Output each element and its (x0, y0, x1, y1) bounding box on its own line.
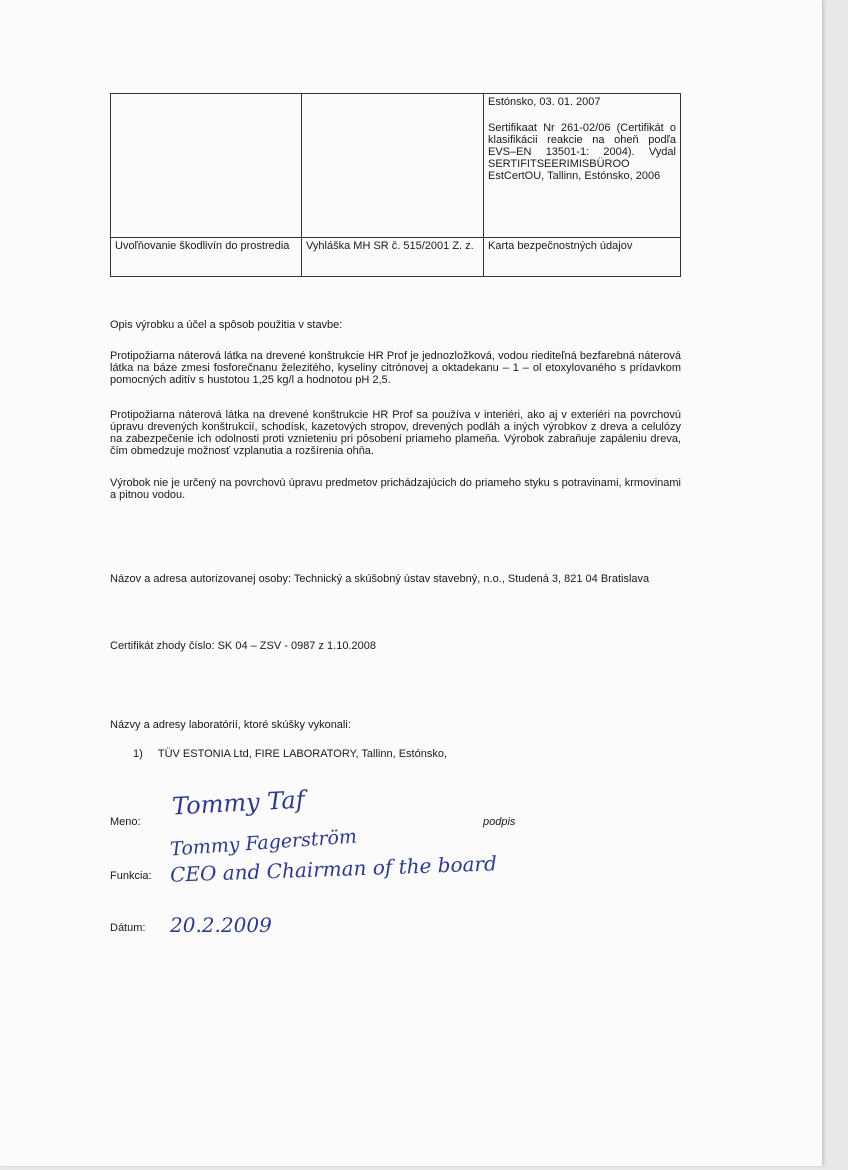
table-row (111, 94, 681, 238)
table-cell: Karta bezpečnostných údajov (484, 238, 681, 277)
handwritten-name: Tommy Fagerström (169, 825, 358, 861)
certification-table (110, 93, 681, 277)
handwritten-signature: Tommy Taf (171, 785, 306, 821)
date-label: Dátum: (110, 922, 146, 934)
list-item (133, 748, 447, 760)
description-paragraph: Výrobok nie je určený na povrchovú úpravu predmetov prichádzajúcich do priameho styku s potravinami, krmovinami a pitnou vodou. (110, 477, 681, 501)
certificate-description: Sertifikaat Nr 261-02/06 (Certifikát o klasifikácii reakcie na oheň podľa EVS–EN 13501-1: 2004). Vydal SERTIFITSEERIMISBÜROO EstCertOU, Tallinn, Estónsko, 2006 (488, 122, 676, 182)
lab-name: TÜV ESTONIA Ltd, FIRE LABORATORY, Tallinn, Estónsko, (157, 748, 448, 760)
handwritten-date: 20.2.2009 (170, 913, 272, 937)
function-label: Funkcia: (110, 870, 152, 882)
list-item-number: 1) (133, 748, 143, 760)
certificate-number: Certifikát zhody číslo: SK 04 – ZSV - 0987 z 1.10.2008 (110, 640, 376, 652)
table-cell (302, 94, 484, 238)
handwritten-function: CEO and Chairman of the board (169, 851, 498, 887)
authorized-body: Názov a adresa autorizovanej osoby: Technický a skúšobný ústav stavebný, n.o., Studená 3, 821 04 Bratislava (110, 573, 650, 585)
table-cell (111, 94, 302, 238)
labs-heading: Názvy a adresy laboratórií, ktoré skúšky vykonali: (110, 719, 351, 731)
table-row (111, 238, 681, 277)
description-paragraph: Protipožiarna náterová látka na drevené konštrukcie HR Prof sa používa v interiéri, ako aj v exteriéri na povrchovú úpravu drevených konštrukcií, schodísk, kazetových stropov, drevených podláh a iných výrobkov z dreva a celulózy na zabezpečenie ich odolnosti proti vznieteniu pri pôsobení priameho plameňa. Výrobok zabraňuje zapáleniu dreva, čím obmedzuje možnosť vzplanutia a rozšírenia ohňa. (110, 409, 681, 457)
signature-label: podpis (483, 816, 516, 828)
name-label: Meno: (110, 816, 141, 828)
description-heading: Opis výrobku a účel a spôsob použitia v stavbe: (110, 319, 343, 331)
table-cell (484, 94, 681, 238)
table-cell: Uvoľňovanie škodlivín do prostredia (111, 238, 302, 277)
table-cell: Vyhláška MH SR č. 515/2001 Z. z. (302, 238, 484, 277)
description-paragraph: Protipožiarna náterová látka na drevené konštrukcie HR Prof je jednozložková, vodou riediteľná bezfarebná náterová látka na báze zmesi fosforečnanu železitého, kyseliny citrónovej a oktadekanu – 1 – ol etoxylovaného s prídavkom pomocných aditív s hustotou 1,25 kg/l a hodnotou pH 2,5. (110, 350, 681, 386)
certificate-date: Estónsko, 03. 01. 2007 (488, 96, 601, 108)
